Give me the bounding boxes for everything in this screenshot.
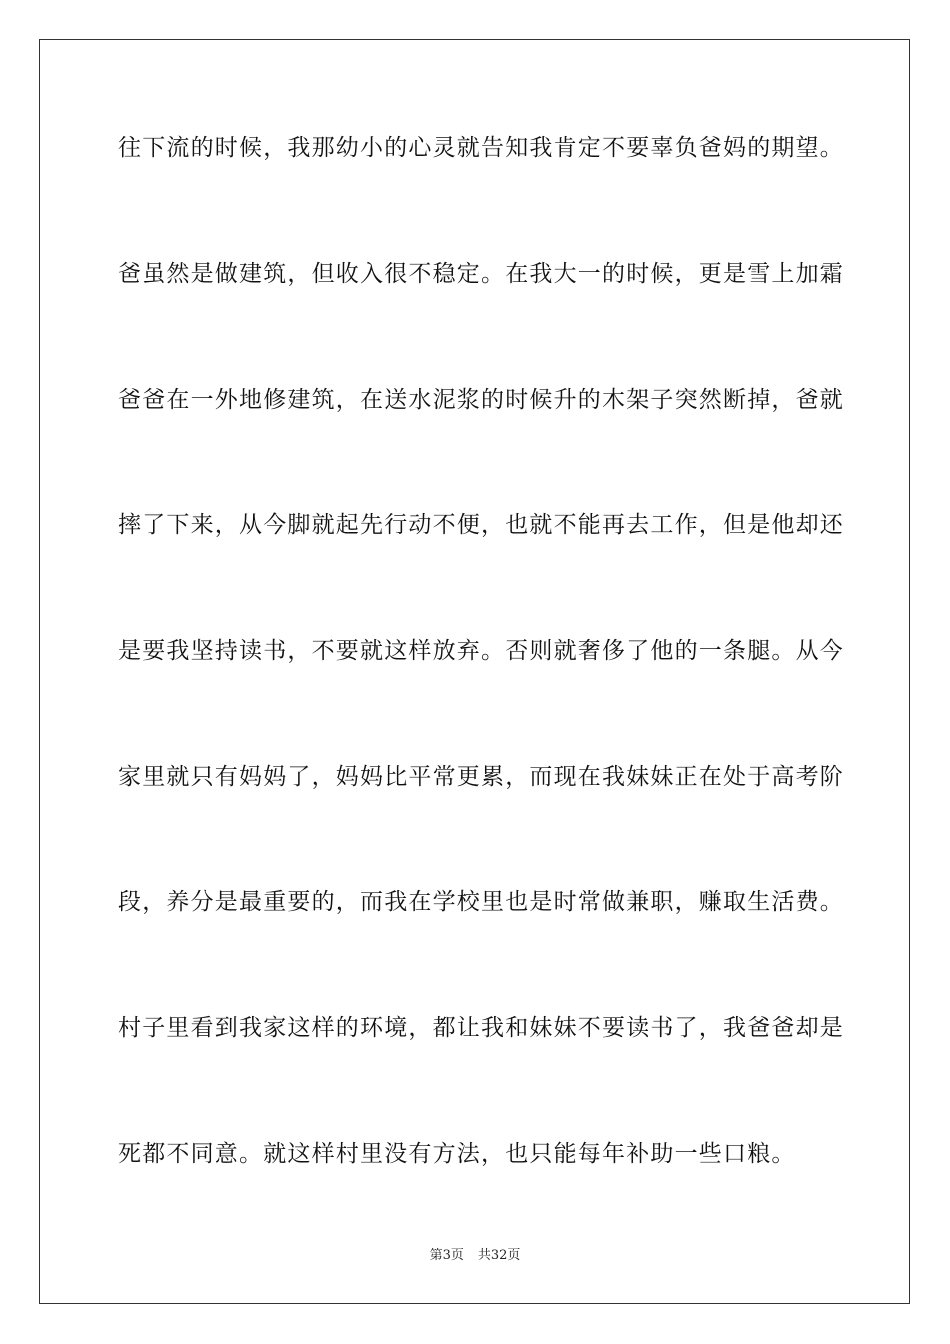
paragraph-line: 摔了下来，从今脚就起先行动不便，也就不能再去工作，但是他却还 — [118, 512, 844, 538]
page-footer — [0, 1247, 950, 1265]
page-total: 共32页 — [477, 1248, 521, 1263]
paragraph-line: 家里就只有妈妈了，妈妈比平常更累，而现在我妹妹正在处于高考阶 — [118, 764, 844, 790]
paragraph-line: 往下流的时候，我那幼小的心灵就告知我肯定不要辜负爸妈的期望。 — [118, 135, 844, 161]
paragraph-line: 爸爸在一外地修建筑，在送水泥浆的时候升的木架子突然断掉，爸就 — [118, 387, 844, 413]
page-border — [39, 39, 910, 1304]
paragraph-line: 是要我坚持读书，不要就这样放弃。否则就奢侈了他的一条腿。从今 — [118, 638, 844, 664]
paragraph-line: 村子里看到我家这样的环境，都让我和妹妹不要读书了，我爸爸却是 — [118, 1015, 844, 1041]
page-number: 第3页 — [429, 1248, 464, 1263]
paragraph-line: 爸虽然是做建筑，但收入很不稳定。在我大一的时候，更是雪上加霜 — [118, 261, 844, 287]
paragraph-line: 死都不同意。就这样村里没有方法，也只能每年补助一些口粮。 — [118, 1141, 796, 1167]
paragraph-line: 段，养分是最重要的，而我在学校里也是时常做兼职，赚取生活费。 — [118, 889, 844, 915]
